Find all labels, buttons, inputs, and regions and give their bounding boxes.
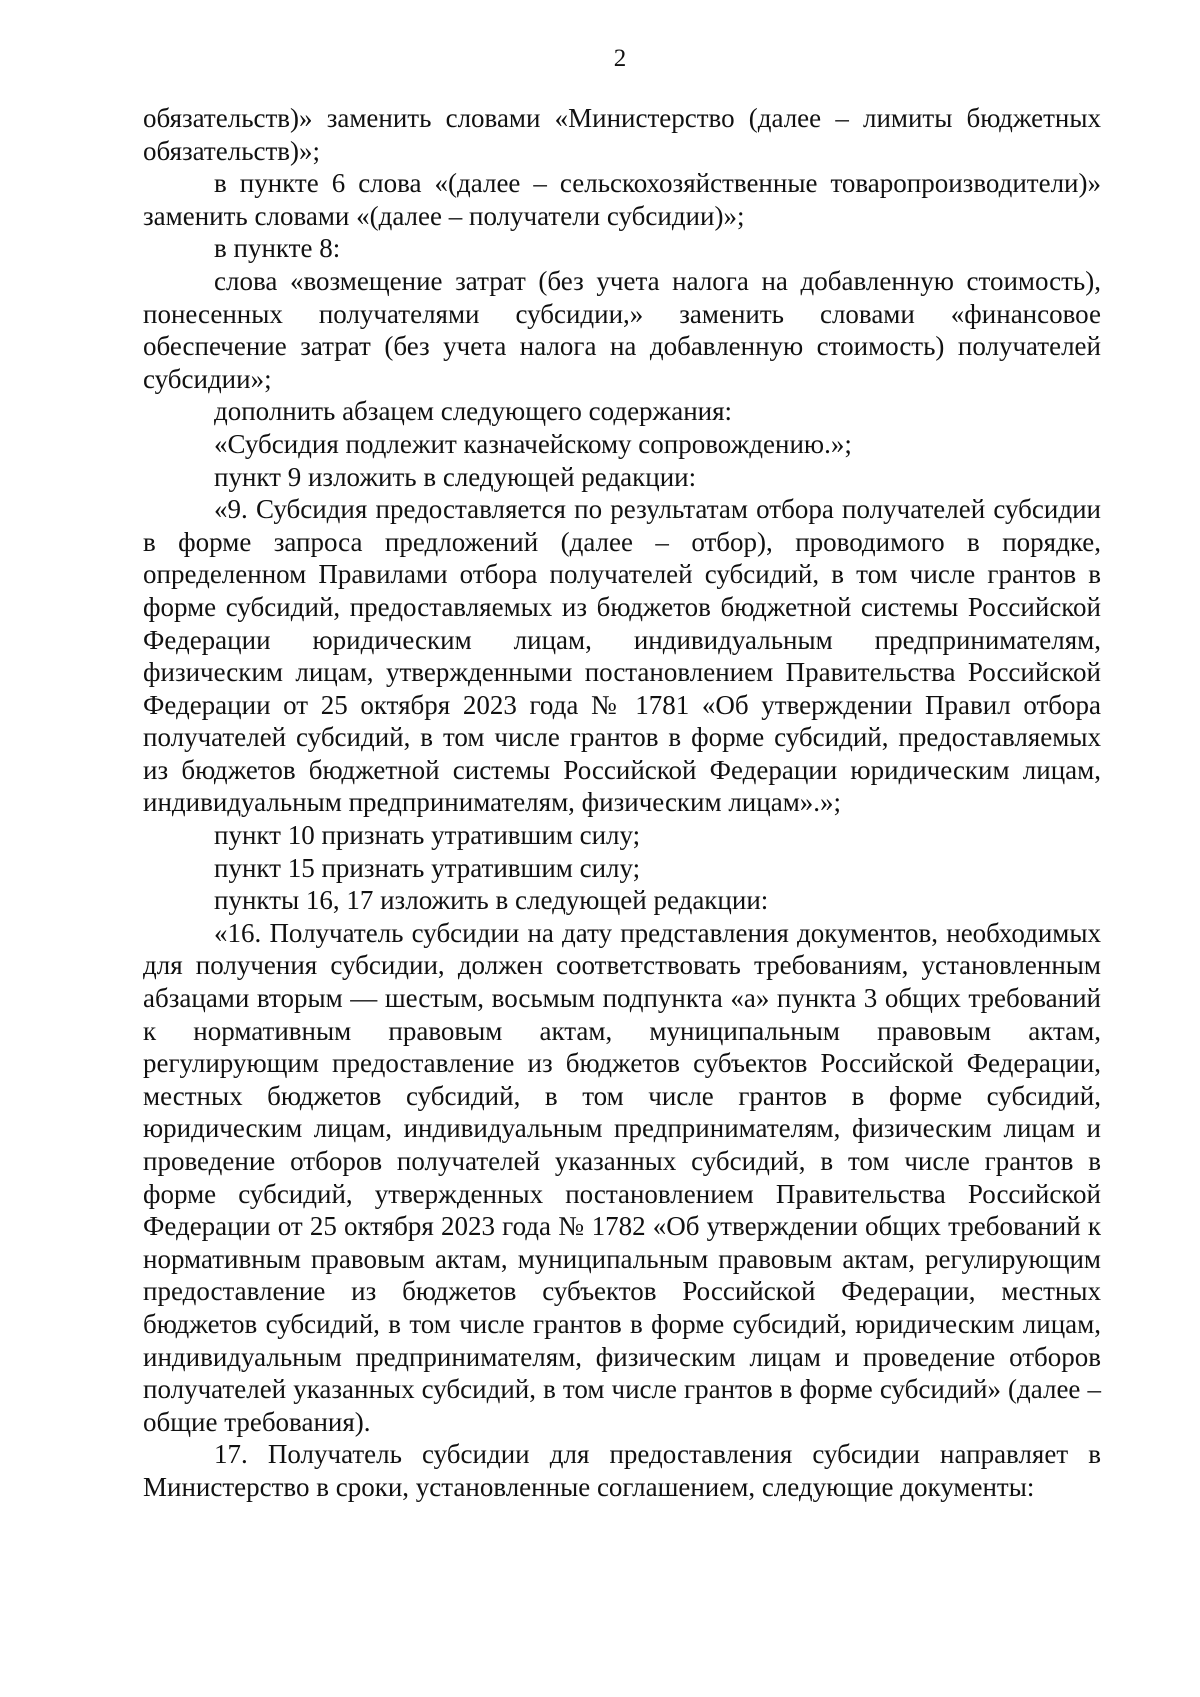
paragraph: дополнить абзацем следующего содержания: — [214, 396, 733, 427]
paragraph: пункт 10 признать утратившим силу; — [214, 820, 641, 851]
paragraph: пункты 16, 17 изложить в следующей редакции: — [214, 885, 769, 916]
paragraph: в пункте 8: — [214, 233, 341, 264]
paragraph: «Субсидия подлежит казначейскому сопровождению.»; — [214, 428, 852, 459]
document-body — [143, 102, 1101, 1504]
paragraph: в пункте 6 слова «(далее – сельскохозяйственные товаропроизводители)» заменить словами «(далее – получатели субсидии)»; — [143, 168, 1101, 231]
paragraph: 17. Получатель субсидии для предоставления субсидии направляет в Министерство в сроки, установленные соглашением, следующие документы: — [143, 1439, 1101, 1502]
paragraph: слова «возмещение затрат (без учета налога на добавленную стоимость), понесенных получателями субсидии,» заменить словами «финансовое обеспечение затрат (без учета налога на добавленную стоимость) получателей субсидии»; — [143, 265, 1101, 394]
page-number: 2 — [613, 45, 627, 72]
paragraph: обязательств)» заменить словами «Министерство (далее – лимиты бюджетных обязательств)»; — [143, 103, 1101, 166]
paragraph: пункт 9 изложить в следующей редакции: — [214, 461, 697, 492]
paragraph: «16. Получатель субсидии на дату представления документов, необходимых для получения субсидии, должен соответствовать требованиям, установленным абзацами вторым — шестым, восьмым подпункта «а» пункта 3 общих требований к нормативным правовым актам, муниципальным правовым актам, регулирующим предоставление из бюджетов субъектов Российской Федерации, местных бюджетов субсидий, в том числе грантов в форме субсидий, юридическим лицам, индивидуальным предпринимателям, физическим лицам и проведение отборов получателей указанных субсидий, в том числе грантов в форме субсидий, утвержденных постановлением Правительства Российской Федерации от 25 октября 2023 года № 1782 «Об утверждении общих требований к нормативным правовым актам, муниципальным правовым актам, регулирующим предоставление из бюджетов субъектов Российской Федерации, местных бюджетов субсидий, в том числе грантов в форме субсидий, юридическим лицам, индивидуальным предпринимателям, физическим лицам и проведение отборов получателей указанных субсидий, в том числе грантов в форме субсидий» (далее – общие требования). — [143, 917, 1101, 1437]
paragraph: «9. Субсидия предоставляется по результатам отбора получателей субсидии в форме запроса предложений (далее – отбор), проводимого в порядке, определенном Правилами отбора получателей субсидий, в том числе грантов в форме субсидий, предоставляемых из бюджетов бюджетной системы Российской Федерации юридическим лицам, индивидуальным предпринимателям, физическим лицам, утвержденными постановлением Правительства Российской Федерации от 25 октября 2023 года № 1781 «Об утверждении Правил отбора получателей субсидий, в том числе грантов в форме субсидий, предоставляемых из бюджетов бюджетной системы Российской Федерации юридическим лицам, индивидуальным предпринимателям, физическим лицам».»; — [143, 494, 1101, 818]
paragraph: пункт 15 признать утратившим силу; — [214, 852, 641, 883]
